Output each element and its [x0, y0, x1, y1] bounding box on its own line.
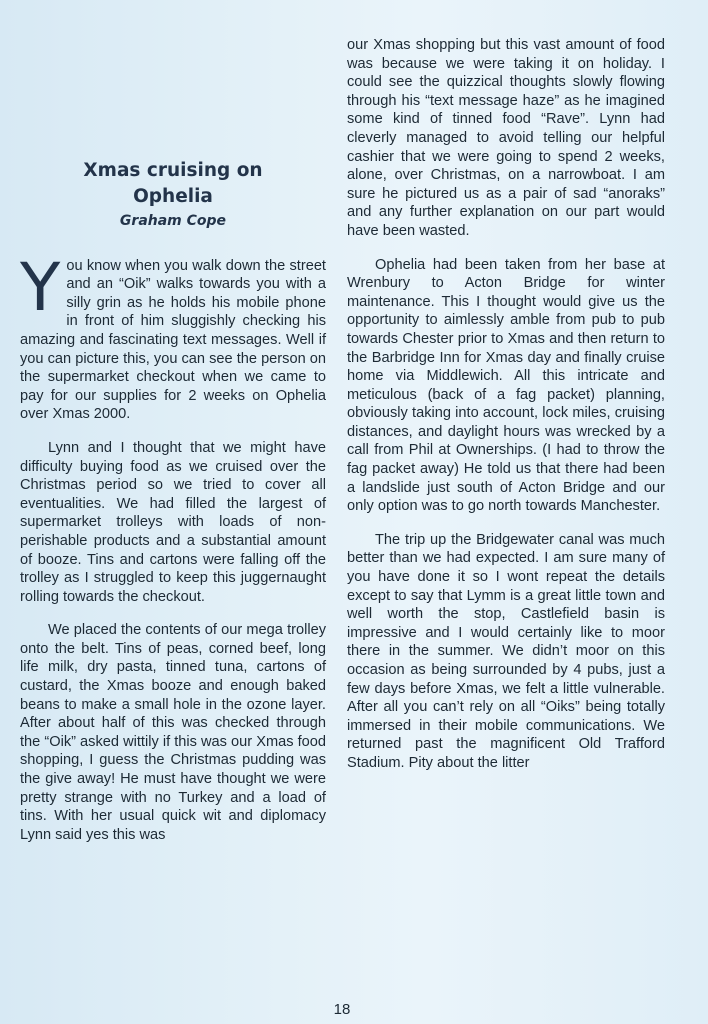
page-number: 18 [333, 1001, 351, 1018]
paragraph-5: The trip up the Bridgewater canal was much better than we had expected. I am sure many of you have done it so I wont repeat the details except to say that Lymm is a great little town and well worth the stop, Castlefield basin is impressive and I would certainly like to moor there in the summer. We didn’t moor on this occasion as being surrounded by 4 pubs, just a few days before Xmas, we felt a little vulnerable. After all you can’t rely on all “Oiks” being totally immersed in their mobile communications. We returned past the magnificent Old Trafford Stadium. Pity about the litter [347, 531, 665, 771]
article-title: Xmas cruising on Ophelia [83, 160, 263, 207]
right-column [347, 36, 665, 788]
article-header [20, 158, 326, 231]
paragraph-2: Lynn and I thought that we might have difficulty buying food as we cruised over the Christmas period so we tried to cover all eventualities. We had filled the largest of supermarket trolleys with loads of non- perishable products and a substantial amount of booze. Tins and cartons were falling off the trolley as I struggled to keep this juggernaught rolling towards the checkout. [20, 439, 326, 605]
paragraph-1 [20, 248, 326, 424]
article-author: Graham Cope [119, 213, 227, 229]
paragraph-3-continued: our Xmas shopping but this vast amount of food was because we were taking it on holiday. I could see the quizzical thoughts slowly flowing through his “text message haze” as he imagined some kind of tinned food “Rave”. Lynn had cleverly managed to avoid telling our helpful cashier that we were going to spend 2 weeks, alone, over Christmas, on a narrowboat. I am sure he pictured us as a pair of sad “anoraks” and any further explanation on our part would have been wasted. [347, 37, 665, 239]
left-column [20, 158, 326, 859]
paragraph-1-text: ou know when you walk down the street and an “Oik” walks towards you with a silly grin as he holds his mobile phone in front of him sluggishly checking his amazing and fascinating text messages. Well if you can picture this, you can see the person on the supermarket checkout when we came to pay for our supplies for 2 weeks on Ophelia over Xmas 2000. [20, 257, 326, 423]
drop-cap: Y [20, 248, 61, 326]
paragraph-3: We placed the contents of our mega trolley onto the belt. Tins of peas, corned beef, long life milk, dry pasta, tinned tuna, cartons of custard, the Xmas booze and enough baked beans to make a small hole in the ozone layer. After about half of this was checked through the “Oik” asked wittily if this was our Xmas food shopping, I guess the Christmas pudding was the give away! He must have thought we were pretty strange with no Turkey and a load of tins. With her usual quick wit and diplomacy Lynn said yes this was [20, 622, 326, 843]
paragraph-4: Ophelia had been taken from her base at Wrenbury to Acton Bridge for winter maintenance. This I thought would give us the opportunity to aimlessly amble from pub to pub towards Chester prior to Xmas and then return to the Barbridge Inn for Xmas day and finally cruise home via Middlewich. All this intricate and meticulous (back of a fag packet) planning, obviously taking into account, lock miles, cruising distances, and daylight hours was wrecked by a call from Phil at Ownerships. (I had to throw the fag packet away) He told us that there had been a landslide just south of Acton Bridge and our only option was to go north towards Manchester. [347, 256, 665, 515]
